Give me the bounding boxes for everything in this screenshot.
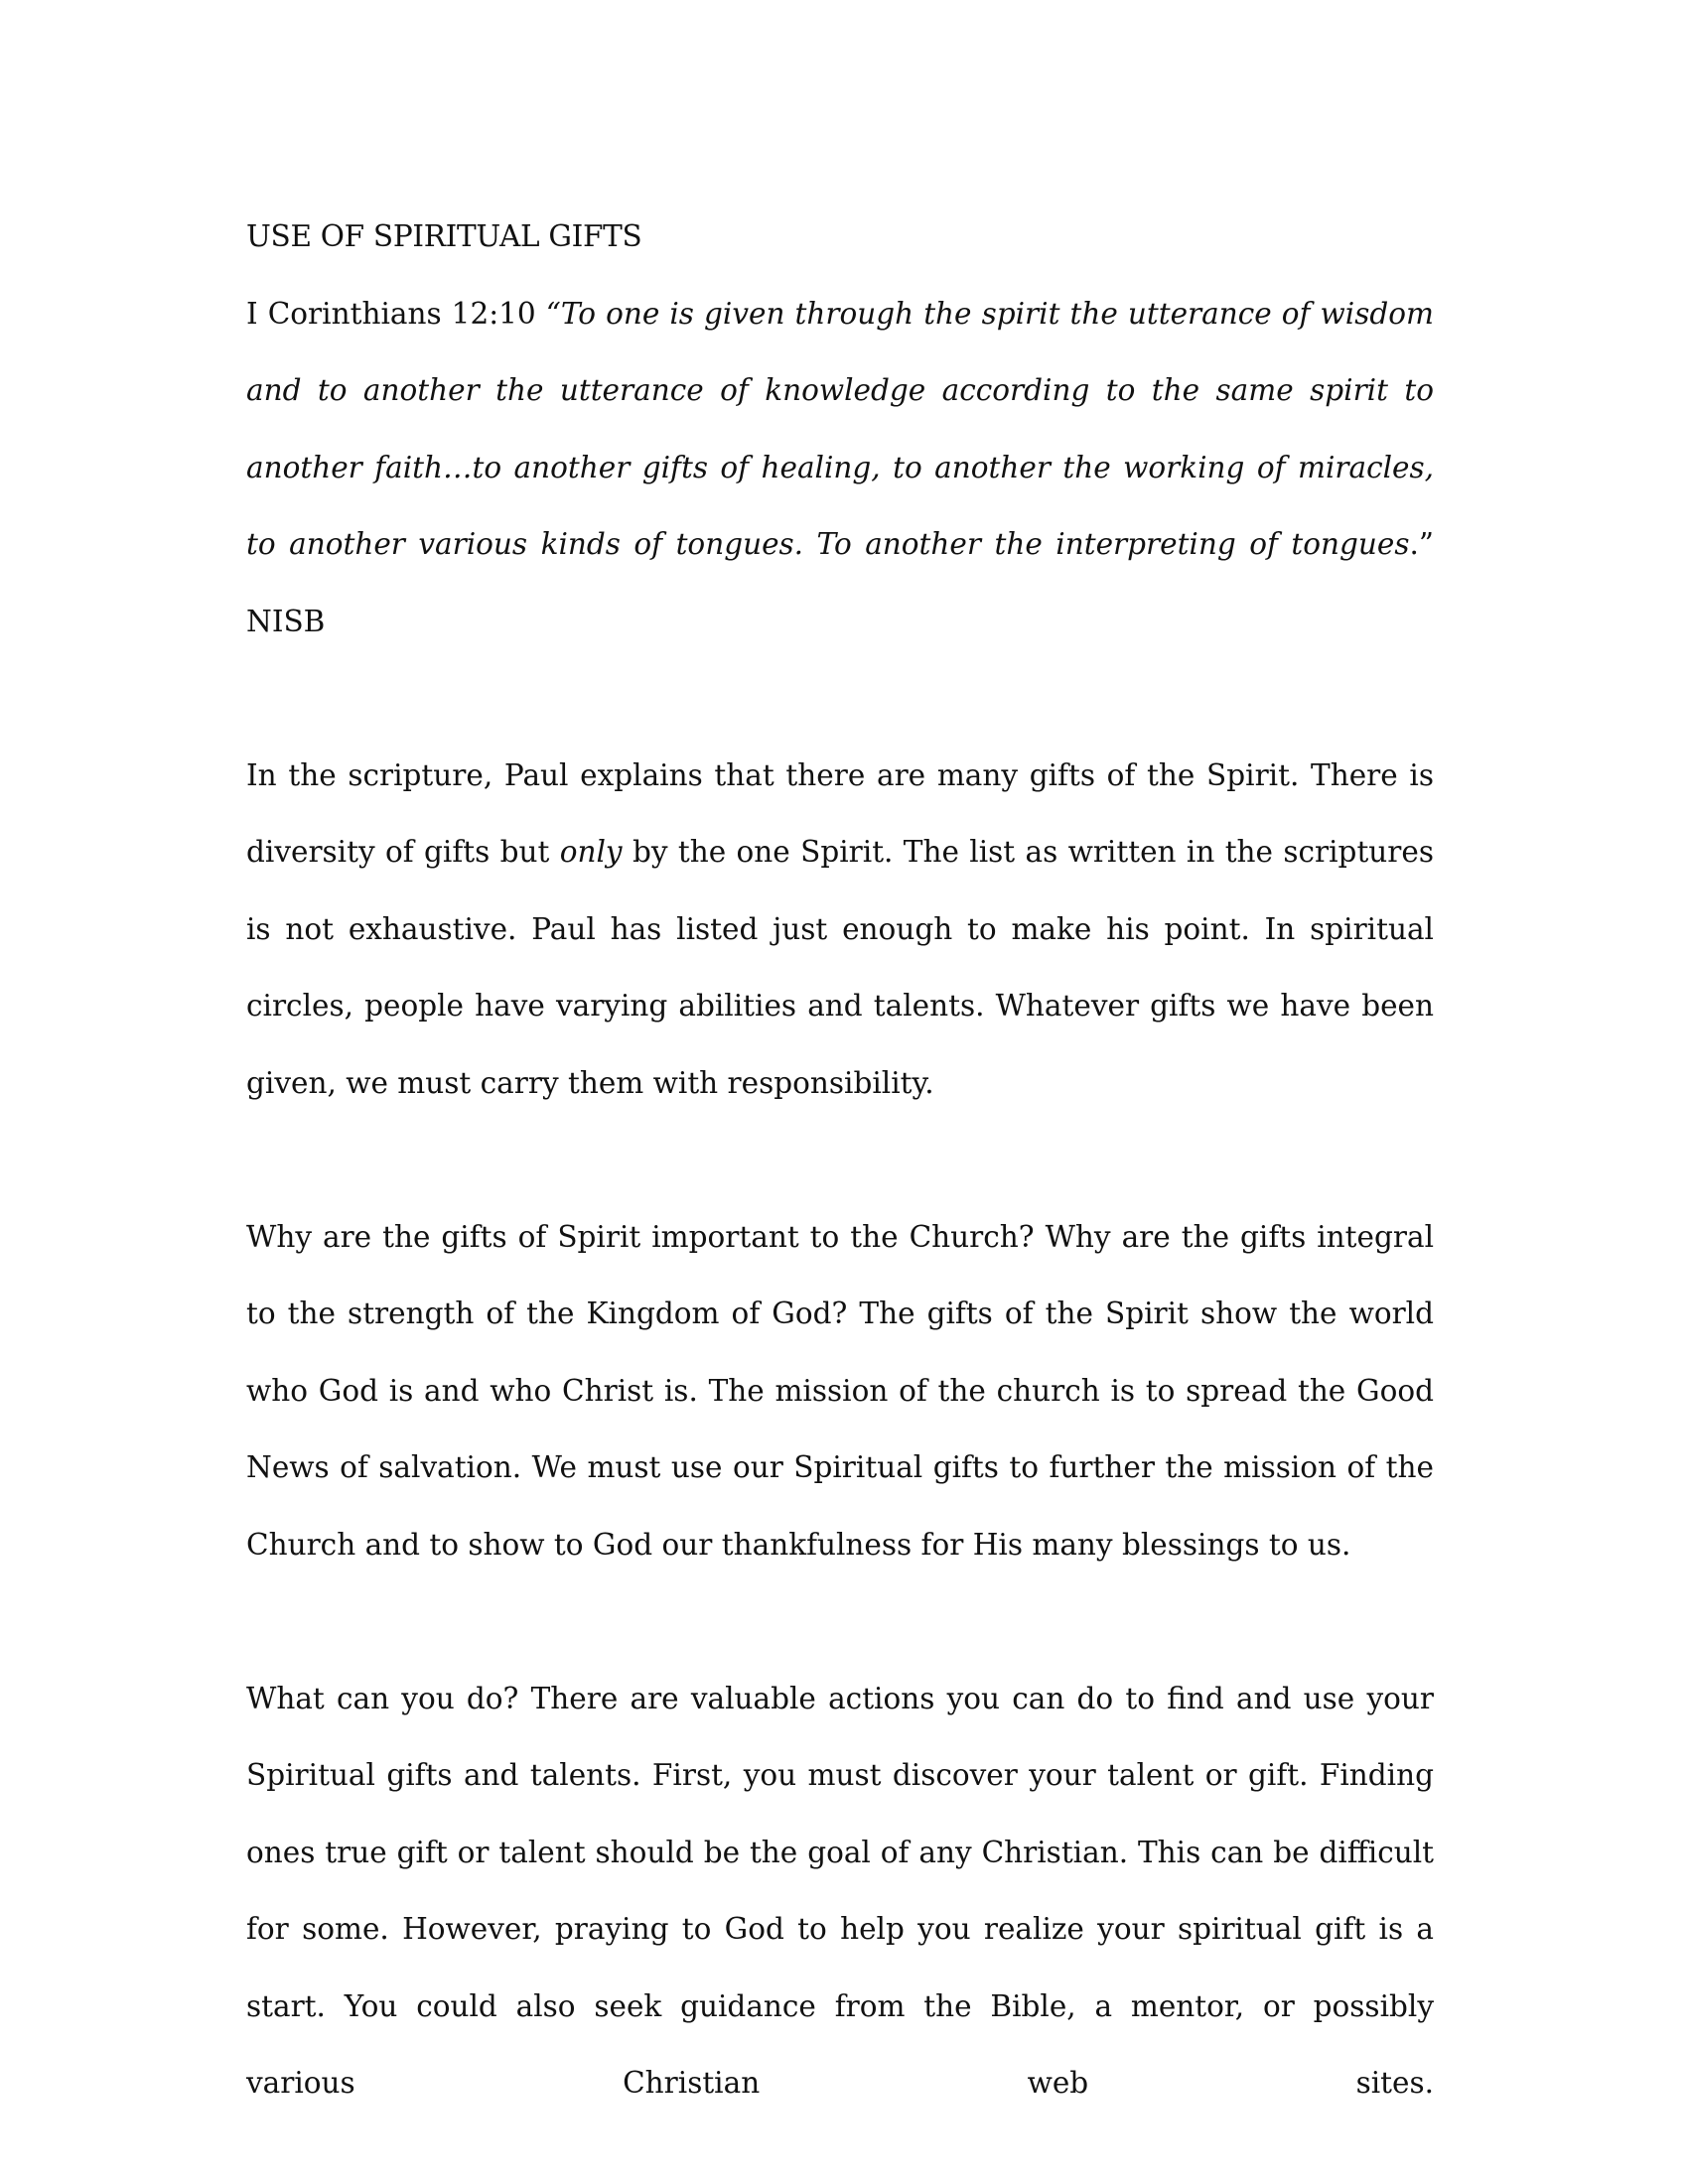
- paragraph-gifts-importance: Why are the gifts of Spirit important to the Church? Why are the gifts integral to the strength of the Kingdom of God? The gifts of the Spirit show the world who God is and who Christ is. The mission of the church is to spread the Good News of salvation. We must use our Spiritual gifts to further the mission of the Church and to show to God our thankfulness for His many blessings to us.: [246, 1219, 1434, 1562]
- scripture-reference: I Corinthians 12:10: [246, 296, 546, 331]
- document-body: [246, 199, 1434, 2122]
- scripture-open-quote: “: [545, 296, 561, 331]
- paragraph-gifts-diversity: [246, 738, 1434, 1123]
- scripture-quote: [246, 276, 1434, 661]
- scripture-translation: .” NISB: [246, 527, 1434, 638]
- scripture-text: To one is given through the spirit the utterance of wisdom and to another the utterance of knowledge according to the same spirit to another faith…to another gifts of healing, to another the working of miracles, to another various kinds of tongues. To another the interpreting of tongues: [246, 296, 1434, 561]
- document-title: USE OF SPIRITUAL GIFTS: [246, 219, 642, 253]
- emphasized-word: only: [559, 835, 623, 869]
- paragraph-what-can-you-do: What can you do? There are valuable actions you can do to find and use your Spiritual gifts and talents. First, you must discover your talent or gift. Finding ones true gift or talent should be the goal of any Christian. This can be difficult for some. However, praying to God to help you realize your spiritual gift is a start. You could also seek guidance from the Bible, a mentor, or possibly various Christian web sites.: [246, 1681, 1434, 2100]
- paragraph-text: by the one Spirit. The list as written in the scriptures is not exhaustive. Paul has listed just enough to make his point. In spiritual circles, people have varying abilities and talents. Whatever gifts we have been given, we must carry them with responsibility.: [246, 835, 1434, 1100]
- paragraph-text: In the scripture, Paul explains that there are many gifts of the Spirit. There is diversity of gifts but: [246, 757, 1434, 869]
